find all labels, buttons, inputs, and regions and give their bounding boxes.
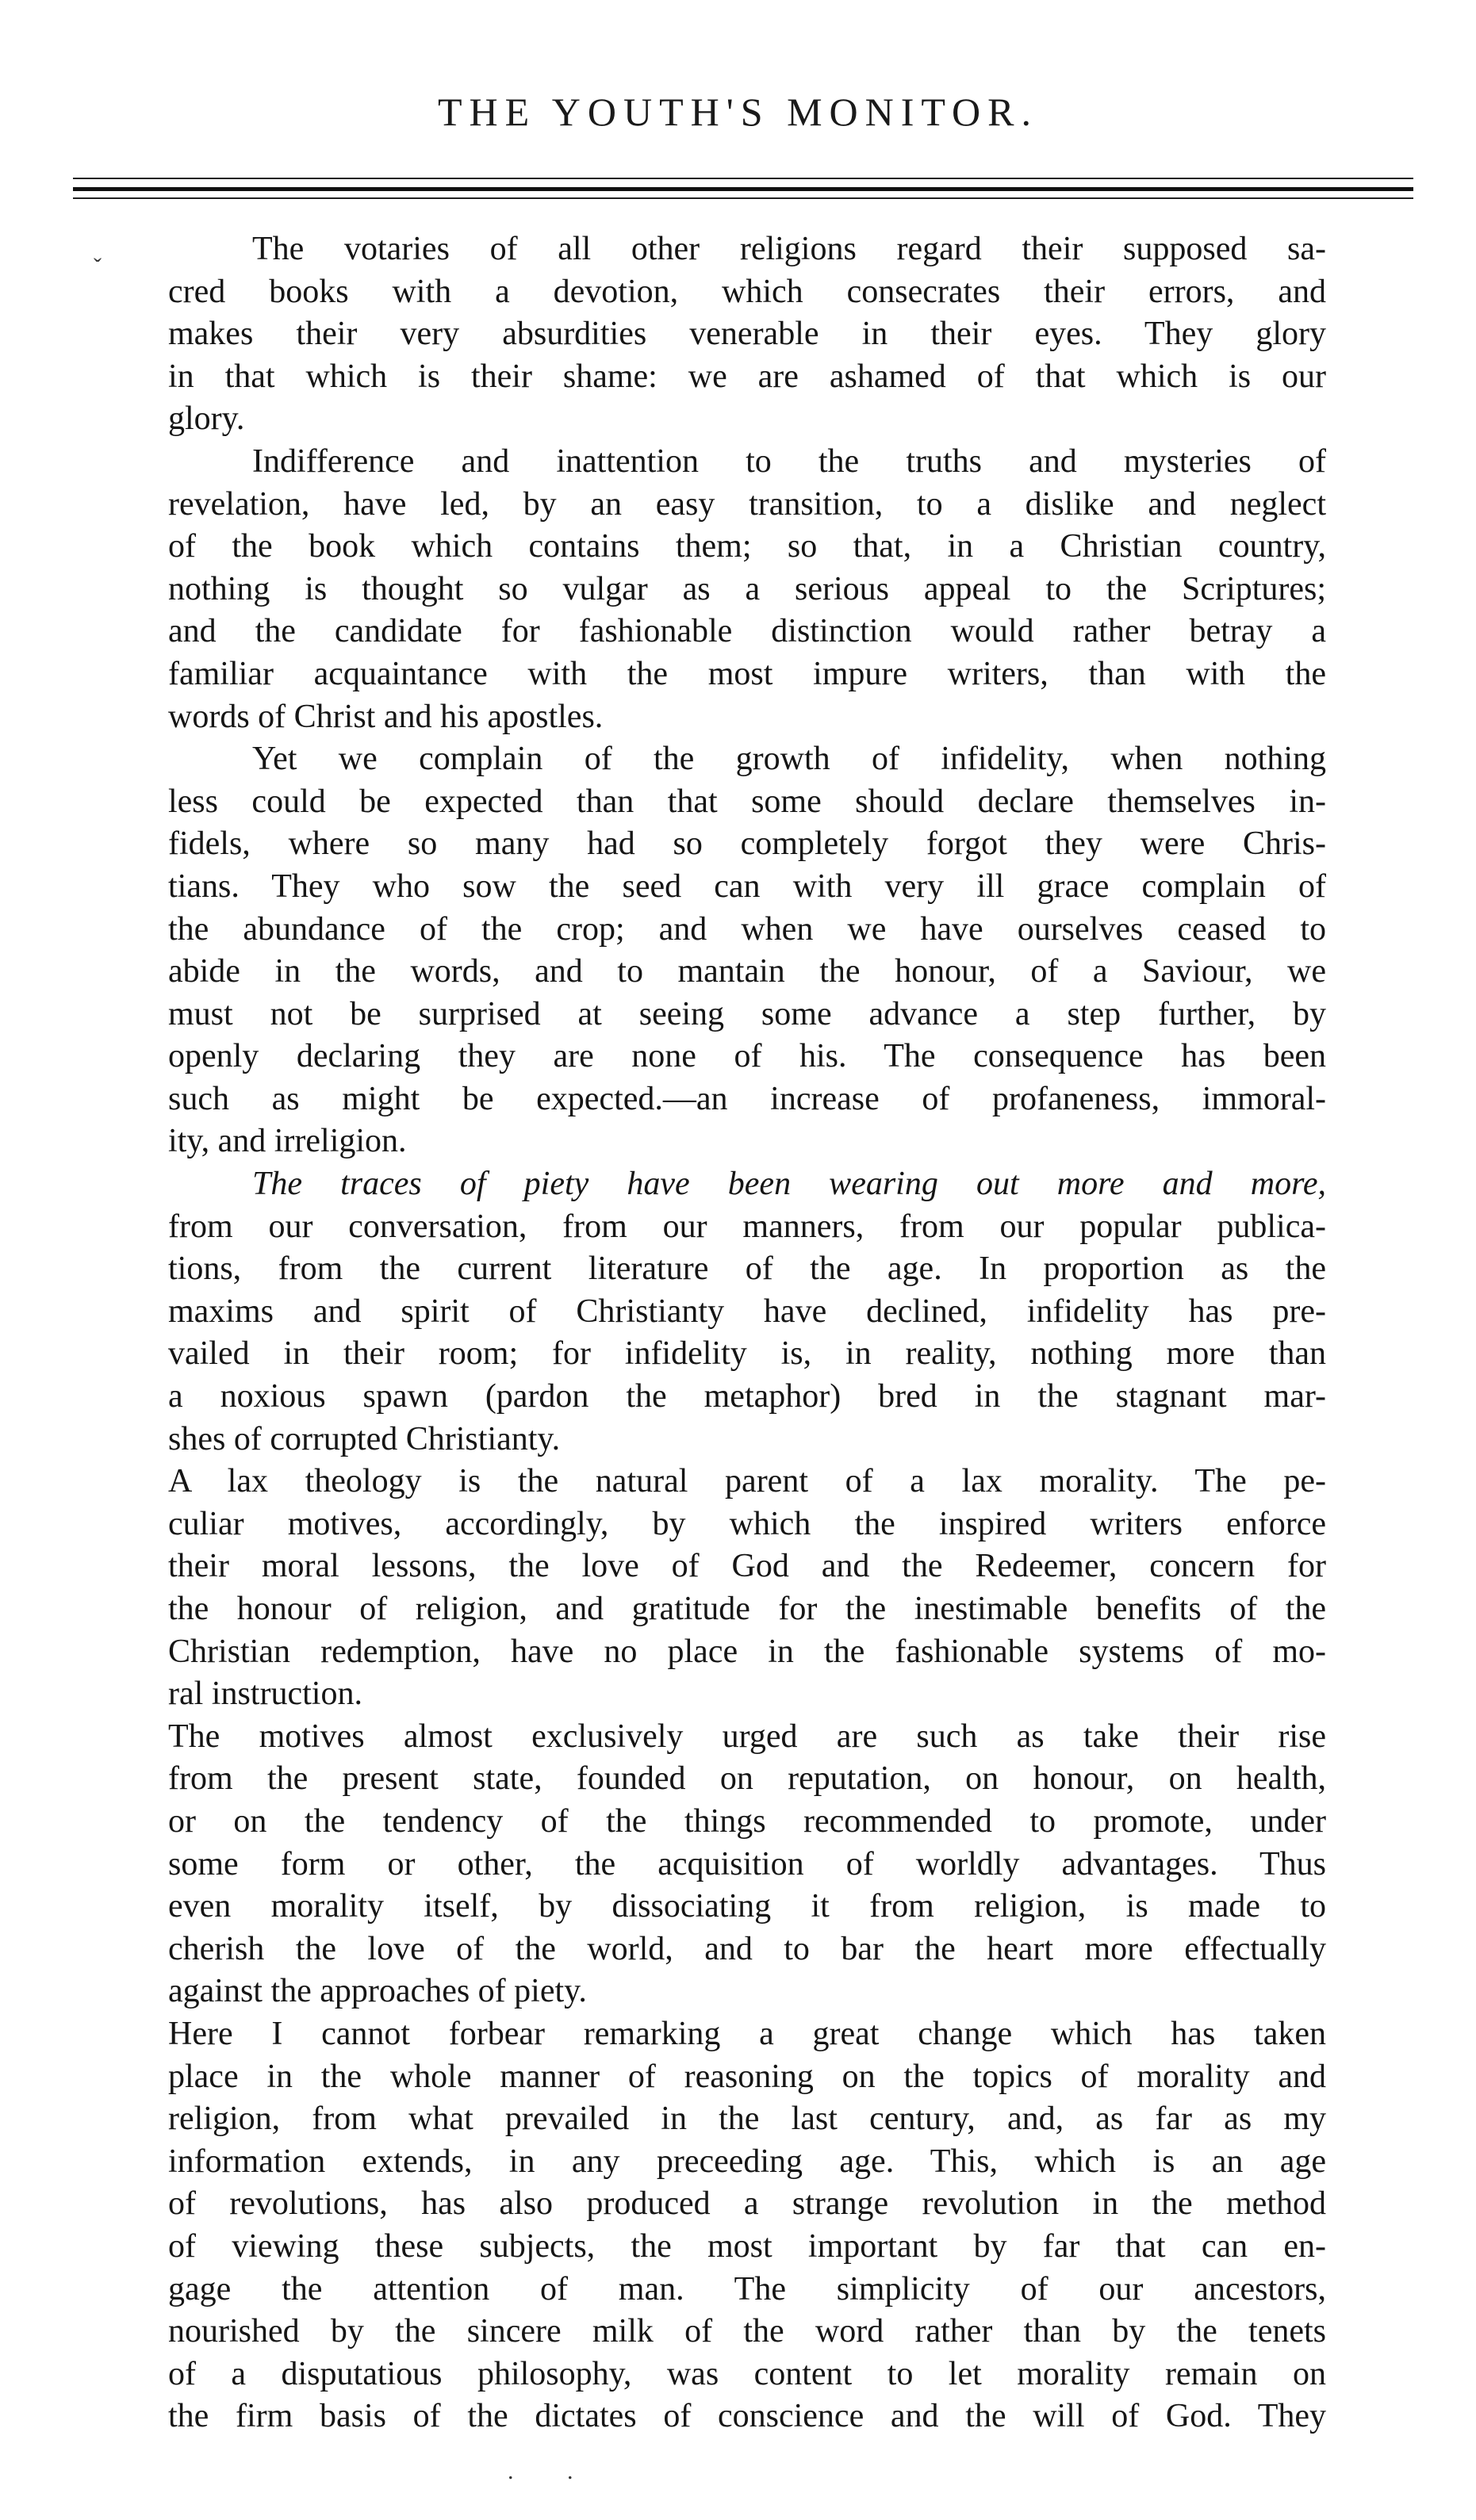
text-line: culiar motives, accordingly, by which the inspired writers enforce [168, 1505, 1326, 1542]
text-line: from the present state, founded on reputation, on honour, on health, [168, 1760, 1326, 1798]
header-rule-thin-lower [73, 197, 1413, 199]
text-line: of revolutions, has also produced a strange revolution in the method [168, 2185, 1326, 2223]
text-line: vailed in their room; for infidelity is, in reality, nothing more than [168, 1335, 1326, 1373]
text-line: such as might be expected.—an increase of profaneness, immoral- [168, 1080, 1326, 1117]
text-line: their moral lessons, the love of God and the Redeemer, concern for [168, 1548, 1326, 1585]
text-line: A lax theology is the natural parent of a lax morality. The pe- [168, 1463, 1326, 1500]
text-line: information extends, in any preceeding age. This, which is an age [168, 2143, 1326, 2180]
text-line: or on the tendency of the things recommended to promote, under [168, 1802, 1326, 1840]
text-line: glory. [168, 400, 245, 438]
text-line: familiar acquaintance with the most impure writers, than with the [168, 655, 1326, 692]
header-rule-thin [73, 178, 1413, 179]
text-line: nourished by the sincere milk of the word rather than by the tenets [168, 2313, 1326, 2350]
text-line: a noxious spawn (pardon the metaphor) bred in the stagnant mar- [168, 1378, 1326, 1415]
text-line: and the candidate for fashionable distinction would rather betray a [168, 613, 1326, 650]
text-line: must not be surprised at seeing some advance a step further, by [168, 995, 1326, 1032]
text-line: in that which is their shame: we are ashamed of that which is our [168, 358, 1326, 395]
text-line: The votaries of all other religions regard their supposed sa- [252, 231, 1326, 267]
text-line: The traces of piety have been wearing out more and more, [252, 1166, 1326, 1203]
paragraph [168, 2013, 1326, 2438]
text-line: maxims and spirit of Christianty have declined, infidelity has pre- [168, 1293, 1326, 1330]
text-line: nothing is thought so vulgar as a serious appeal to the Scriptures; [168, 570, 1326, 607]
paragraph [168, 228, 1326, 441]
text-line: of a disputatious philosophy, was content to let morality remain on [168, 2355, 1326, 2392]
text-line: Indifference and inattention to the truths and mysteries of [252, 442, 1326, 480]
text-line: some form or other, the acquisition of worldly advantages. Thus [168, 1845, 1326, 1882]
text-line: the firm basis of the dictates of conscience and the will of God. They [168, 2398, 1326, 2435]
paragraph [168, 1163, 1326, 1461]
paragraph [168, 441, 1326, 738]
text-line: openly declaring they are none of his. The consequence has been [168, 1038, 1326, 1075]
text-line: place in the whole manner of reasoning on the topics of morality and [168, 2058, 1326, 2095]
text-line: ral instruction. [168, 1676, 362, 1713]
text-line: the honour of religion, and gratitude for the inestimable benefits of the [168, 1591, 1326, 1627]
text-line: gage the attention of man. The simplicity of our ancestors, [168, 2270, 1326, 2307]
text-line: against the approaches of piety. [168, 1973, 587, 2010]
body-text [168, 228, 1326, 2438]
text-line: from our conversation, from our manners, from our popular publica- [168, 1208, 1326, 1245]
text-line: religion, from what prevailed in the last century, and, as far as my [168, 2101, 1326, 2138]
text-line: tions, from the current literature of the age. In proportion as the [168, 1250, 1326, 1288]
running-head: THE YOUTH'S MONITOR. [437, 90, 1039, 134]
text-line: abide in the words, and to mantain the honour, of a Saviour, we [168, 953, 1326, 990]
paragraph [168, 1461, 1326, 1716]
text-line: the abundance of the crop; and when we have ourselves ceased to [168, 910, 1326, 948]
text-line: tians. They who sow the seed can with very ill grace complain of [168, 867, 1326, 905]
paragraph [168, 1716, 1326, 2013]
footer-marks: . . [508, 2458, 597, 2484]
text-line: Here I cannot forbear remarking a great change which has taken [168, 2015, 1326, 2052]
text-line: Christian redemption, have no place in the fashionable systems of mo- [168, 1633, 1326, 1670]
text-line: cherish the love of the world, and to bar the heart more effectually [168, 1930, 1326, 1967]
text-line: The motives almost exclusively urged are such as take their rise [168, 1718, 1326, 1755]
text-line: words of Christ and his apostles. [168, 698, 604, 735]
header-rule-thick [73, 187, 1413, 191]
margin-mark: ˇ [94, 254, 102, 280]
text-line: fidels, where so many had so completely forgot they were Chris- [168, 825, 1326, 863]
text-line: of viewing these subjects, the most important by far that can en- [168, 2227, 1326, 2265]
text-line: makes their very absurdities venerable in their eyes. They glory [168, 316, 1326, 353]
text-line: cred books with a devotion, which consecrates their errors, and [168, 273, 1326, 310]
text-line: even morality itself, by dissociating it from religion, is made to [168, 1888, 1326, 1925]
text-line: ity, and irreligion. [168, 1123, 407, 1160]
text-line: of the book which contains them; so that, in a Christian country, [168, 528, 1326, 565]
paragraph [168, 738, 1326, 1163]
text-line: less could be expected than that some should declare themselves in- [168, 783, 1326, 820]
text-line: Yet we complain of the growth of infidelity, when nothing [252, 741, 1326, 778]
text-line: revelation, have led, by an easy transition, to a dislike and neglect [168, 485, 1326, 523]
text-line: shes of corrupted Christianty. [168, 1420, 561, 1457]
